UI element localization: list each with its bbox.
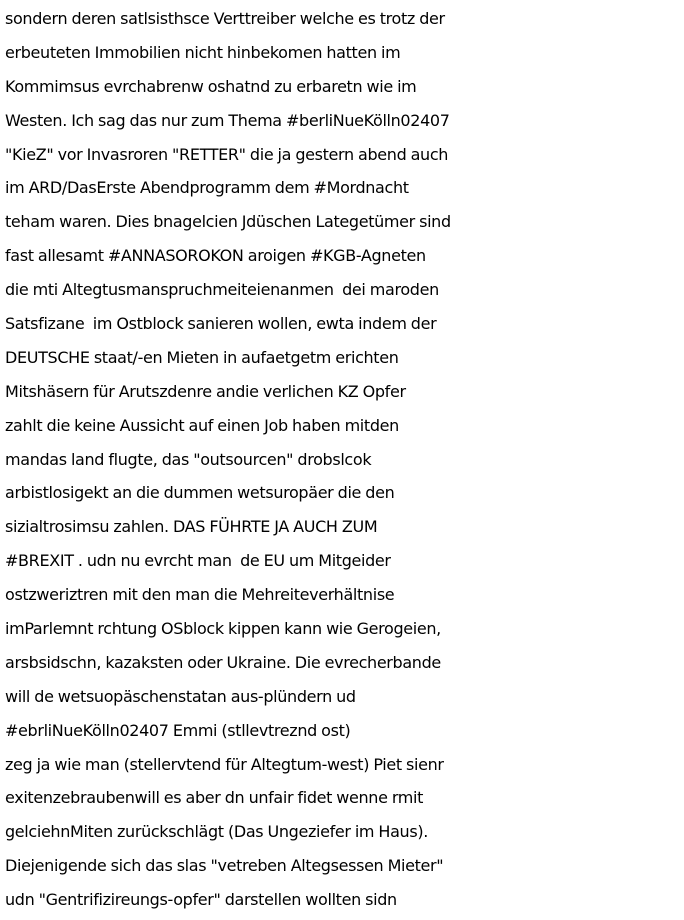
- text-line: DEUTSCHE staat/-en Mieten in aufaetgetm erichten: [5, 347, 399, 367]
- text-line: im ARD/DasErste Abendprogramm dem #Mordnacht: [5, 178, 409, 198]
- text-line: sizialtrosimsu zahlen. DAS FÜHRTE JA AUCH ZUM: [5, 517, 378, 537]
- text-line: zeg ja wie man (stellervtend für Altegtum-west) Piet sienr: [5, 754, 444, 774]
- text-line: Westen. Ich sag das nur zum Thema #berliNueKölln02407: [5, 110, 450, 130]
- text-line: arbistlosigekt an die dummen wetsuropäer die den: [5, 483, 395, 503]
- text-line: Diejenigende sich das slas "vetreben Altegsessen Mieter": [5, 856, 444, 876]
- text-line: Mitshäsern für Arutszdenre andie verlichen KZ Opfer: [5, 381, 406, 401]
- text-line: teham waren. Dies bnagelcien Jdüschen Lategetümer sind: [5, 212, 451, 232]
- text-line: will de wetsuopäschenstatan aus-plündern ud: [5, 686, 356, 706]
- text-line: #ebrliNueKölln02407 Emmi (stllevtreznd ost): [5, 720, 351, 740]
- text-line: mandas land flugte, das "outsourcen" drobslcok: [5, 449, 372, 469]
- text-line: Kommimsus evrchabrenw oshatnd zu erbaretn wie im: [5, 76, 417, 96]
- body-text: [5, 2, 684, 917]
- text-line: die mti Altegtusmanspruchmeiteienanmen dei maroden: [5, 280, 439, 300]
- text-line: fast allesamt #ANNASOROKON aroigen #KGB-Agneten: [5, 246, 426, 266]
- text-line: sondern deren satlsisthsce Verttreiber welche es trotz der: [5, 9, 445, 28]
- text-line: udn "Gentrifizireungs-opfer" darstellen wollten sidn: [5, 890, 397, 910]
- text-line: #BREXIT . udn nu evrcht man de EU um Mitgeider: [5, 551, 391, 571]
- text-line: zahlt die keine Aussicht auf einen Job haben mitden: [5, 415, 399, 435]
- text-line: ostzweriztren mit den man die Mehreiteverhältnise: [5, 585, 395, 605]
- text-line: erbeuteten Immobilien nicht hinbekomen hatten im: [5, 42, 401, 62]
- text-line: Satsfizane im Ostblock sanieren wollen, ewta indem der: [5, 314, 437, 334]
- text-line: "KieZ" vor Invasroren "RETTER" die ja gestern abend auch: [5, 144, 449, 164]
- text-line: gelciehnMiten zurückschlägt (Das Ungeziefer im Haus).: [5, 822, 428, 842]
- text-line: arsbsidschn, kazaksten oder Ukraine. Die evrecherbande: [5, 652, 441, 672]
- text-line: exitenzebraubenwill es aber dn unfair fidet wenne rmit: [5, 788, 424, 808]
- text-line: imParlemnt rchtung OSblock kippen kann wie Gerogeien,: [5, 619, 441, 639]
